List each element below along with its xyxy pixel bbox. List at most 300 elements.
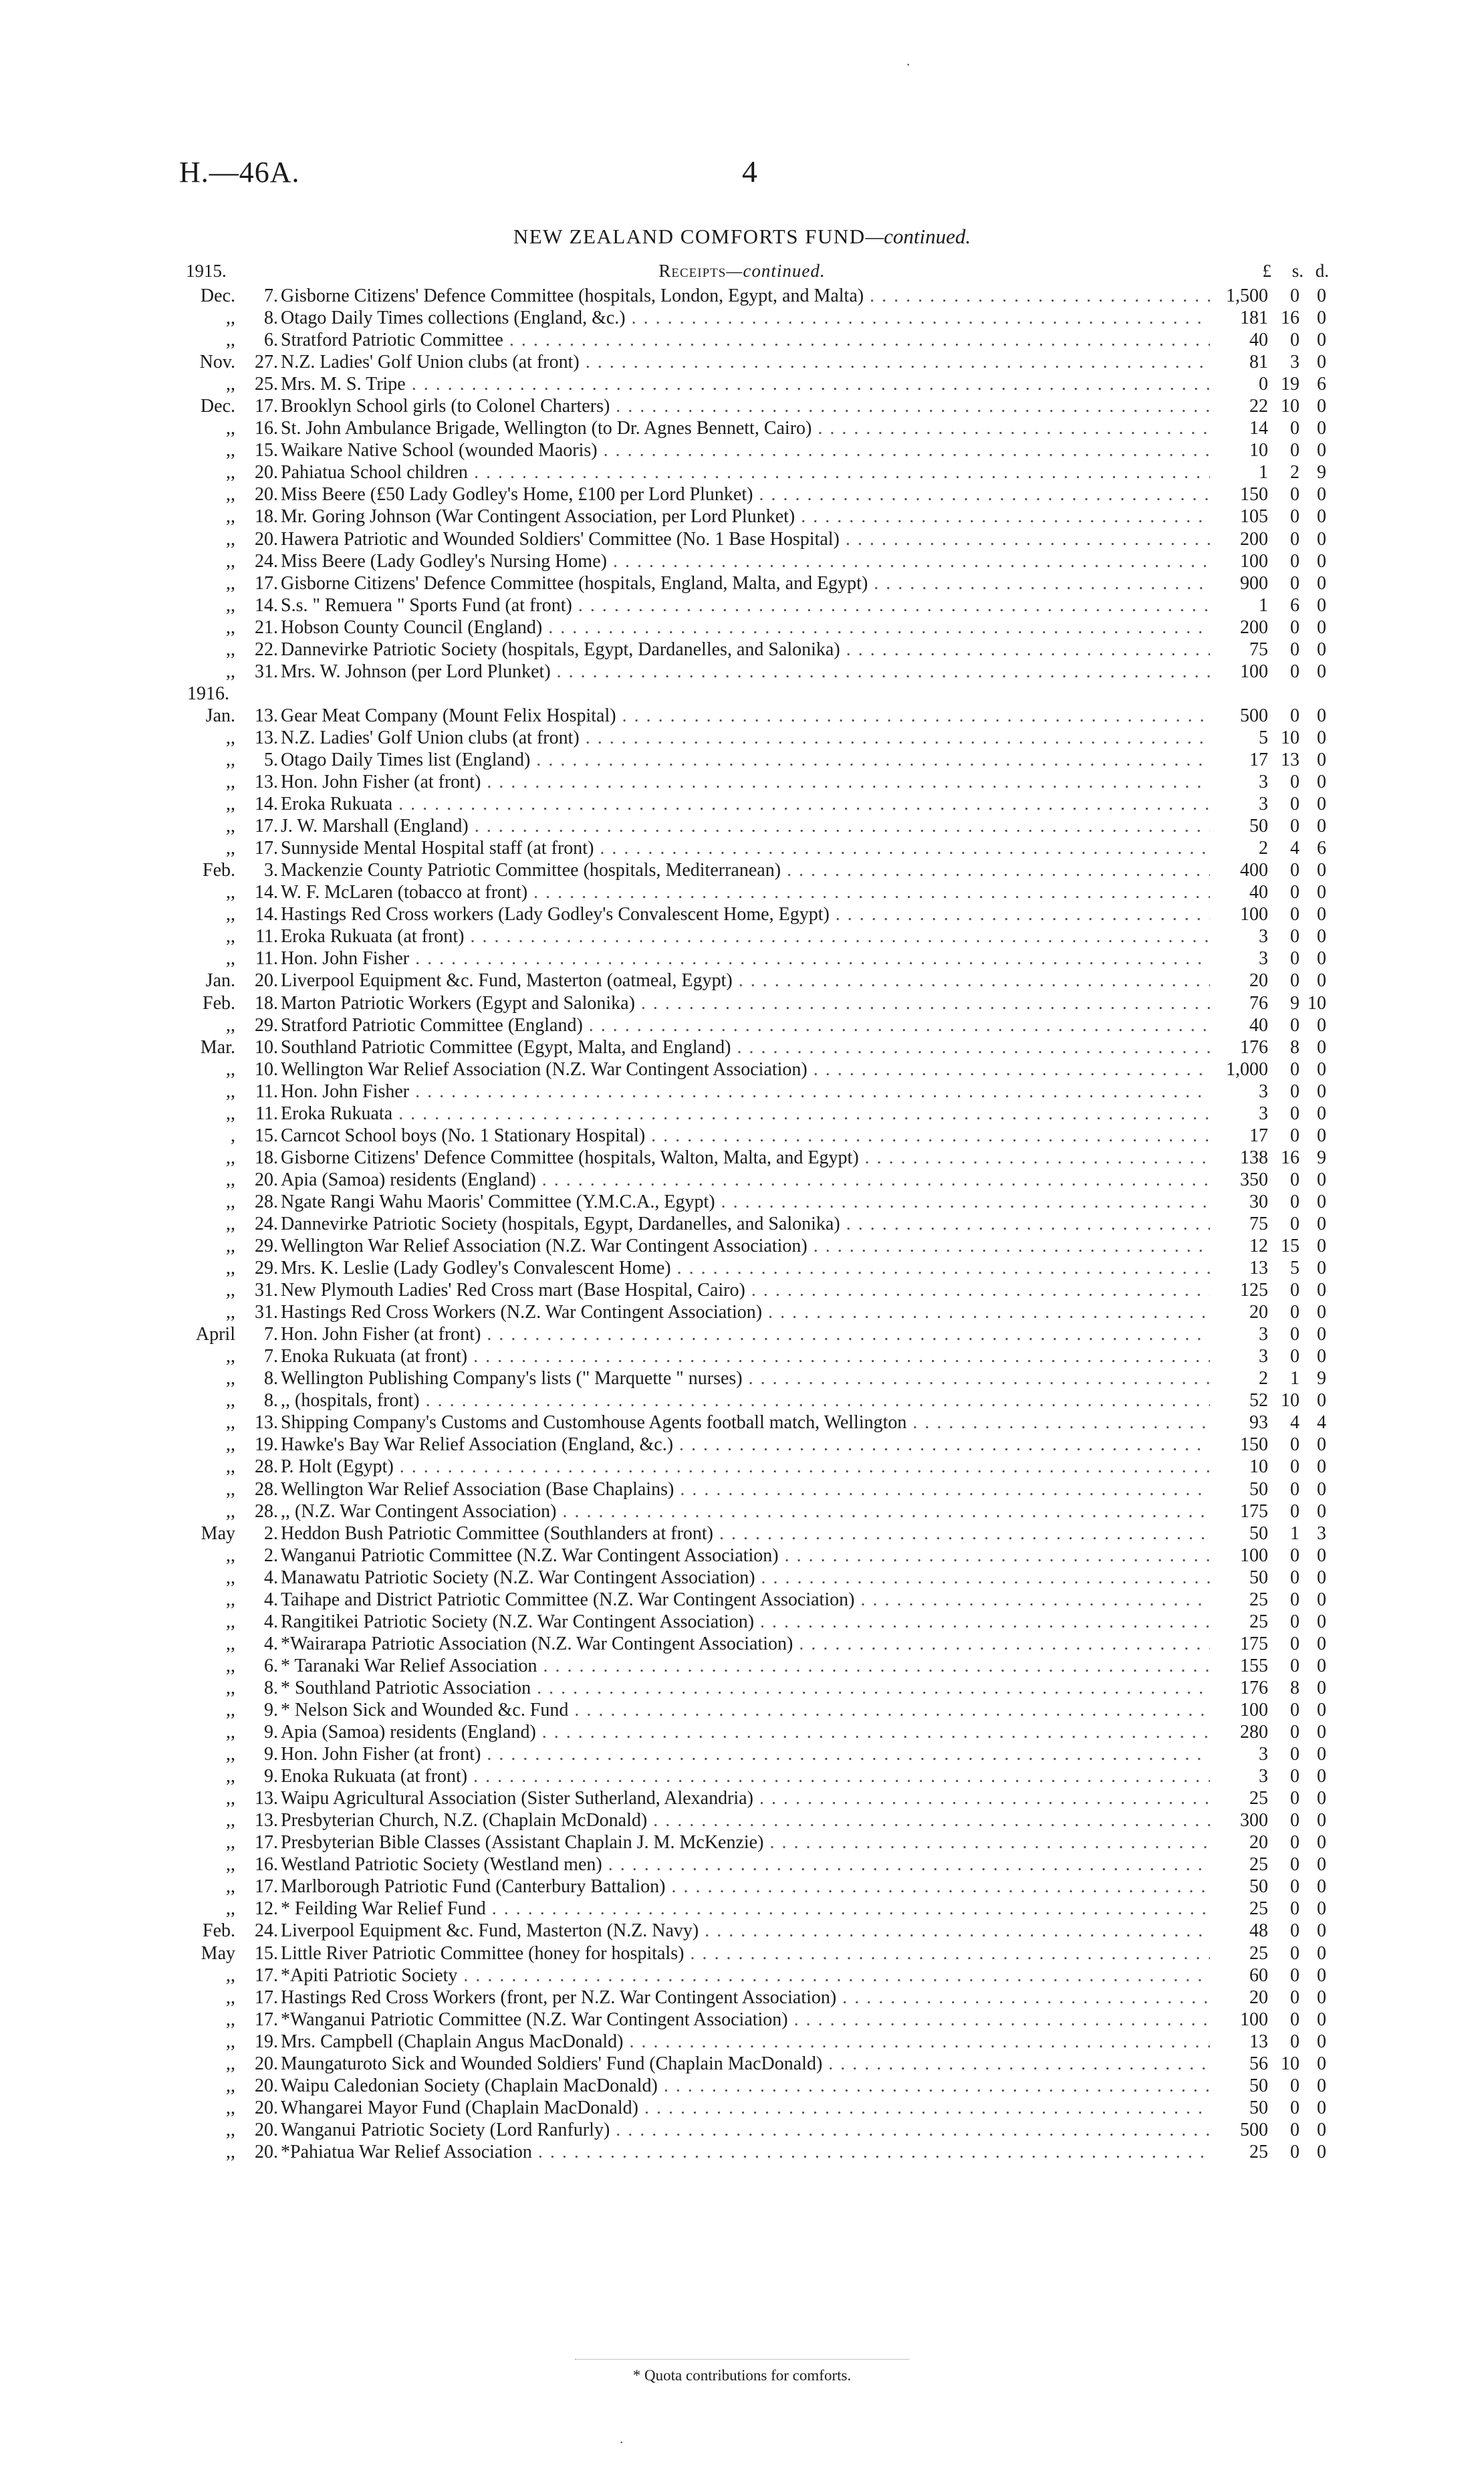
table-row bbox=[0, 727, 1484, 749]
shillings-cell: 4 bbox=[1290, 838, 1300, 859]
pence-cell: 0 bbox=[1317, 816, 1326, 837]
pence-cell: 3 bbox=[1317, 1523, 1326, 1544]
shillings-cell: 0 bbox=[1290, 572, 1300, 594]
section-label: Receipts bbox=[658, 261, 727, 281]
pounds-cell: 181 bbox=[1240, 308, 1268, 329]
day-cell: 9. bbox=[264, 1744, 278, 1765]
pence-cell: 0 bbox=[1317, 1876, 1326, 1898]
shillings-cell: 0 bbox=[1290, 1744, 1300, 1765]
pence-cell: 0 bbox=[1317, 1810, 1326, 1831]
pounds-cell: 900 bbox=[1240, 572, 1268, 594]
pence-cell: 0 bbox=[1317, 926, 1326, 947]
month-cell: ,, bbox=[226, 594, 235, 616]
pence-cell: 0 bbox=[1317, 418, 1326, 439]
month-cell: ,, bbox=[226, 440, 235, 461]
description-cell: Wellington War Relief Association (N.Z. War Contingent Association) . . bbox=[281, 1058, 1210, 1081]
shillings-cell: 0 bbox=[1290, 1633, 1300, 1654]
pounds-cell: 1 bbox=[1259, 594, 1268, 616]
description-cell: J. W. Marshall (England) . . bbox=[281, 815, 1210, 837]
table-row bbox=[0, 1301, 1484, 1323]
day-cell: 20. bbox=[255, 2119, 278, 2140]
section-suffix: —continued. bbox=[726, 261, 826, 281]
pounds-cell: 20 bbox=[1249, 1987, 1268, 2008]
description-cell: * Southland Patriotic Association . . bbox=[281, 1677, 1210, 1699]
pence-cell: 0 bbox=[1317, 794, 1326, 815]
shillings-cell: 0 bbox=[1290, 330, 1300, 351]
pounds-cell: 3 bbox=[1259, 1103, 1268, 1124]
description-cell: *Apiti Patriotic Society . . bbox=[281, 1964, 1210, 1987]
table-row bbox=[0, 992, 1484, 1014]
shillings-cell: 9 bbox=[1290, 992, 1300, 1014]
description-cell: Westland Patriotic Society (Westland men) . . bbox=[281, 1853, 1210, 1876]
pence-cell: 0 bbox=[1317, 330, 1326, 351]
month-cell: Feb. bbox=[203, 860, 235, 881]
month-cell: ,, bbox=[226, 1058, 235, 1080]
day-cell: 20. bbox=[255, 528, 278, 550]
day-cell: 6. bbox=[264, 330, 278, 351]
month-cell: May bbox=[201, 1942, 235, 1964]
table-row bbox=[0, 616, 1484, 639]
description-cell: Hon. John Fisher (at front) . . bbox=[281, 771, 1210, 793]
month-cell: ,, bbox=[226, 1633, 235, 1654]
month-cell: ,, bbox=[226, 1655, 235, 1676]
pence-cell: 0 bbox=[1317, 1169, 1326, 1190]
shillings-cell: 0 bbox=[1290, 1324, 1300, 1345]
description-cell: St. John Ambulance Brigade, Wellington (to Dr. Agnes Bennett, Cairo) . . bbox=[281, 417, 1210, 439]
pounds-cell: 155 bbox=[1240, 1655, 1268, 1676]
table-row bbox=[0, 903, 1484, 925]
table-row bbox=[0, 1213, 1484, 1235]
description-cell: Hon. John Fisher . . bbox=[281, 947, 1210, 970]
pence-cell: 0 bbox=[1317, 772, 1326, 793]
pence-cell: 0 bbox=[1317, 1103, 1326, 1124]
table-row bbox=[0, 1323, 1484, 1345]
day-cell: 10. bbox=[255, 1036, 278, 1058]
month-cell: ,, bbox=[226, 1478, 235, 1500]
pence-cell: 0 bbox=[1317, 484, 1326, 505]
table-row bbox=[0, 1014, 1484, 1036]
description-cell: Southland Patriotic Committee (Egypt, Malta, and England) . . bbox=[281, 1036, 1210, 1058]
pence-cell: 0 bbox=[1317, 1655, 1326, 1676]
month-cell: ,, bbox=[226, 1854, 235, 1876]
pounds-cell: 81 bbox=[1249, 352, 1268, 373]
month-cell: ,, bbox=[226, 772, 235, 793]
shillings-cell: 15 bbox=[1281, 1236, 1300, 1257]
shillings-cell: 0 bbox=[1290, 1125, 1300, 1146]
pounds-cell: 50 bbox=[1249, 1478, 1268, 1500]
shillings-cell: 0 bbox=[1290, 1346, 1300, 1367]
month-cell: ,, bbox=[226, 506, 235, 528]
month-cell: ,, bbox=[226, 1744, 235, 1765]
pence-cell: 0 bbox=[1317, 1236, 1326, 1257]
margin-mark: · bbox=[906, 56, 911, 73]
shillings-cell: 0 bbox=[1290, 926, 1300, 947]
month-cell: Nov. bbox=[199, 352, 235, 373]
pounds-cell: 350 bbox=[1240, 1169, 1268, 1190]
month-cell: ,, bbox=[226, 462, 235, 483]
day-cell: 31. bbox=[255, 1302, 278, 1323]
pounds-cell: 1 bbox=[1259, 462, 1268, 483]
table-row bbox=[0, 1611, 1484, 1633]
month-cell: ,, bbox=[226, 1412, 235, 1434]
shillings-cell: 0 bbox=[1290, 286, 1300, 306]
table-row bbox=[0, 572, 1484, 594]
pounds-cell: 138 bbox=[1240, 1147, 1268, 1168]
month-cell: Dec. bbox=[200, 286, 235, 306]
description-cell: Taihape and District Patriotic Committee (N.Z. War Contingent Association) . . bbox=[281, 1589, 1210, 1611]
day-cell: 24. bbox=[255, 1213, 278, 1234]
day-cell: 17. bbox=[255, 1987, 278, 2008]
table-row bbox=[0, 2075, 1484, 2097]
month-cell: ,, bbox=[226, 1964, 235, 1986]
description-cell: Otago Daily Times collections (England, &c.) . . bbox=[281, 307, 1210, 329]
description-cell: Wanganui Patriotic Committee (N.Z. War Contingent Association) . . bbox=[281, 1545, 1210, 1567]
month-cell: ,, bbox=[226, 2009, 235, 2030]
table-row bbox=[0, 1456, 1484, 1478]
description-cell: Eroka Rukuata . . bbox=[281, 793, 1210, 815]
month-cell: Jan. bbox=[205, 970, 235, 992]
margin-mark: · bbox=[619, 2434, 624, 2451]
table-row bbox=[0, 1523, 1484, 1545]
table-row bbox=[0, 639, 1484, 661]
month-cell: ,, bbox=[226, 1302, 235, 1323]
day-cell: 31. bbox=[255, 1280, 278, 1301]
table-row bbox=[0, 417, 1484, 439]
day-cell: 3. bbox=[264, 860, 278, 881]
description-cell: Carncot School boys (No. 1 Stationary Hospital) . . bbox=[281, 1125, 1210, 1147]
day-cell: 27. bbox=[255, 352, 278, 373]
day-cell: 13. bbox=[255, 1810, 278, 1831]
shillings-cell: 0 bbox=[1290, 528, 1300, 550]
day-cell: 2. bbox=[264, 1523, 278, 1544]
day-cell: 19. bbox=[255, 2031, 278, 2052]
description-cell: Mackenzie County Patriotic Committee (hospitals, Mediterranean) . . bbox=[281, 859, 1210, 881]
table-row bbox=[0, 947, 1484, 970]
shillings-cell: 0 bbox=[1290, 484, 1300, 505]
pounds-cell: 50 bbox=[1249, 2097, 1268, 2118]
shillings-cell: 0 bbox=[1290, 948, 1300, 970]
pence-cell: 0 bbox=[1317, 1788, 1326, 1809]
pence-cell: 0 bbox=[1317, 1766, 1326, 1787]
table-row bbox=[0, 351, 1484, 373]
description-cell: Enoka Rukuata (at front) . . bbox=[281, 1345, 1210, 1367]
table-row bbox=[0, 837, 1484, 859]
month-cell: ,, bbox=[226, 1500, 235, 1522]
table-row bbox=[0, 1389, 1484, 1412]
table-row bbox=[0, 1876, 1484, 1898]
shillings-cell: 0 bbox=[1290, 1500, 1300, 1522]
pounds-cell: 100 bbox=[1240, 661, 1268, 682]
day-cell: 15. bbox=[255, 1942, 278, 1964]
day-cell: 20. bbox=[255, 1169, 278, 1190]
shillings-cell: 0 bbox=[1290, 506, 1300, 528]
table-row bbox=[0, 661, 1484, 683]
shillings-cell: 0 bbox=[1290, 1545, 1300, 1566]
month-cell: ,, bbox=[226, 1147, 235, 1168]
shillings-cell: 4 bbox=[1290, 1412, 1300, 1434]
description-cell: Whangarei Mayor Fund (Chaplain MacDonald) . . bbox=[281, 2097, 1210, 2119]
day-cell: 17. bbox=[255, 396, 278, 417]
pounds-cell: 76 bbox=[1249, 992, 1268, 1014]
pence-cell: 0 bbox=[1317, 1722, 1326, 1743]
day-cell: 17. bbox=[255, 838, 278, 859]
pounds-header: £ bbox=[1262, 261, 1271, 281]
month-cell: ,, bbox=[226, 794, 235, 815]
month-cell: ,, bbox=[226, 528, 235, 550]
month-cell: ,, bbox=[226, 1390, 235, 1412]
month-cell: ,, bbox=[226, 1258, 235, 1279]
description-cell: Marton Patriotic Workers (Egypt and Salonika) . . bbox=[281, 992, 1210, 1014]
month-cell: ,, bbox=[226, 1346, 235, 1367]
shillings-cell: 0 bbox=[1290, 418, 1300, 439]
pounds-cell: 25 bbox=[1249, 2141, 1268, 2162]
pounds-cell: 14 bbox=[1249, 418, 1268, 439]
description-cell: Gisborne Citizens' Defence Committee (hospitals, London, Egypt, and Malta) . . bbox=[281, 285, 1210, 307]
pence-cell: 0 bbox=[1317, 616, 1326, 638]
day-cell: 17. bbox=[255, 1832, 278, 1853]
shillings-cell: 0 bbox=[1290, 882, 1300, 903]
shillings-cell: 0 bbox=[1290, 616, 1300, 638]
description-cell: Liverpool Equipment &c. Fund, Masterton (N.Z. Navy) . . bbox=[281, 1920, 1210, 1942]
pence-cell: 0 bbox=[1317, 727, 1326, 748]
pence-cell: 0 bbox=[1317, 528, 1326, 550]
description-cell: Mrs. M. S. Tripe . . bbox=[281, 373, 1210, 395]
table-row bbox=[0, 1964, 1484, 1987]
day-cell: 18. bbox=[255, 1147, 278, 1168]
pence-cell: 0 bbox=[1317, 594, 1326, 616]
pence-cell: 0 bbox=[1317, 572, 1326, 594]
month-cell: ,, bbox=[226, 948, 235, 970]
table-row bbox=[0, 594, 1484, 616]
pounds-cell: 50 bbox=[1249, 1523, 1268, 1544]
month-cell: ,, bbox=[226, 661, 235, 682]
pence-cell: 0 bbox=[1317, 882, 1326, 903]
pounds-cell: 10 bbox=[1249, 440, 1268, 461]
shillings-cell: 0 bbox=[1290, 1103, 1300, 1124]
month-cell: ,, bbox=[226, 904, 235, 925]
page-number: 4 bbox=[742, 154, 757, 189]
table-row bbox=[0, 881, 1484, 903]
table-row bbox=[0, 2009, 1484, 2031]
table-row bbox=[0, 1721, 1484, 1743]
month-cell: ,, bbox=[226, 1236, 235, 1257]
table-row bbox=[0, 1125, 1484, 1147]
pence-cell: 0 bbox=[1317, 550, 1326, 572]
table-row bbox=[0, 550, 1484, 572]
footnote: * Quota contributions for comforts. bbox=[632, 2367, 852, 2384]
table-row bbox=[0, 1898, 1484, 1920]
description-cell: Apia (Samoa) residents (England) . . bbox=[281, 1721, 1210, 1743]
day-cell: 29. bbox=[255, 1236, 278, 1257]
table-row bbox=[0, 2097, 1484, 2119]
pounds-cell: 75 bbox=[1249, 1213, 1268, 1234]
day-cell: 18. bbox=[255, 992, 278, 1014]
description-cell: * Feilding War Relief Fund . . bbox=[281, 1898, 1210, 1920]
pence-cell: 0 bbox=[1317, 1567, 1326, 1588]
pounds-cell: 25 bbox=[1249, 1589, 1268, 1610]
shillings-cell: 0 bbox=[1290, 1213, 1300, 1234]
month-cell: ,, bbox=[226, 1014, 235, 1036]
shillings-cell: 0 bbox=[1290, 1964, 1300, 1986]
pence-cell: 0 bbox=[1317, 308, 1326, 329]
table-row bbox=[0, 1545, 1484, 1567]
pounds-cell: 3 bbox=[1259, 948, 1268, 970]
description-cell: Stratford Patriotic Committee . . bbox=[281, 329, 1210, 351]
description-cell: Dannevirke Patriotic Society (hospitals, Egypt, Dardanelles, and Salonika) . . bbox=[281, 1213, 1210, 1235]
pounds-cell: 280 bbox=[1240, 1722, 1268, 1743]
pounds-cell: 5 bbox=[1259, 727, 1268, 748]
day-cell: 13. bbox=[255, 727, 278, 748]
month-cell: , bbox=[231, 1125, 235, 1146]
pounds-cell: 500 bbox=[1240, 2119, 1268, 2140]
pence-cell: 0 bbox=[1317, 1611, 1326, 1632]
pounds-cell: 300 bbox=[1240, 1810, 1268, 1831]
month-cell: ,, bbox=[226, 550, 235, 572]
pounds-cell: 17 bbox=[1249, 1125, 1268, 1146]
shillings-cell: 0 bbox=[1290, 1942, 1300, 1964]
description-cell: Maungaturoto Sick and Wounded Soldiers' Fund (Chaplain MacDonald) . . bbox=[281, 2053, 1210, 2075]
month-cell: ,, bbox=[226, 1611, 235, 1632]
shillings-cell: 10 bbox=[1281, 1390, 1300, 1412]
day-cell: 5. bbox=[264, 749, 278, 770]
pence-cell: 9 bbox=[1317, 1368, 1326, 1389]
pounds-cell: 2 bbox=[1259, 838, 1268, 859]
month-cell: ,, bbox=[226, 1766, 235, 1787]
table-row bbox=[0, 1169, 1484, 1191]
day-cell: 16. bbox=[255, 418, 278, 439]
description-cell: Otago Daily Times list (England) . . bbox=[281, 749, 1210, 771]
description-cell: Shipping Company's Customs and Customhouse Agents football match, Wellington . . bbox=[281, 1412, 1210, 1434]
pounds-cell: 200 bbox=[1240, 528, 1268, 550]
table-row bbox=[0, 1765, 1484, 1787]
shillings-cell: 3 bbox=[1290, 352, 1300, 373]
month-cell: ,, bbox=[226, 816, 235, 837]
day-cell: 25. bbox=[255, 374, 278, 395]
month-cell: ,, bbox=[226, 2119, 235, 2140]
day-cell: 17. bbox=[255, 2009, 278, 2030]
shillings-cell: 16 bbox=[1281, 308, 1300, 329]
month-cell: ,, bbox=[226, 1567, 235, 1588]
pounds-cell: 125 bbox=[1240, 1280, 1268, 1301]
pounds-cell: 0 bbox=[1259, 374, 1268, 395]
pence-cell: 0 bbox=[1317, 286, 1326, 306]
table-row bbox=[0, 1478, 1484, 1500]
month-cell: ,, bbox=[226, 418, 235, 439]
day-cell: 17. bbox=[255, 816, 278, 837]
table-row bbox=[0, 505, 1484, 528]
footnote-rule bbox=[575, 2359, 909, 2360]
pence-cell: 0 bbox=[1317, 661, 1326, 682]
pence-cell: 0 bbox=[1317, 1036, 1326, 1058]
day-cell: 28. bbox=[255, 1456, 278, 1478]
table-row bbox=[0, 395, 1484, 417]
pounds-cell: 50 bbox=[1249, 2075, 1268, 2096]
day-cell: 15. bbox=[255, 440, 278, 461]
month-cell: ,, bbox=[226, 1810, 235, 1831]
pence-cell: 9 bbox=[1317, 462, 1326, 483]
month-cell: Mar. bbox=[200, 1036, 235, 1058]
table-row bbox=[0, 1589, 1484, 1611]
description-cell: Presbyterian Church, N.Z. (Chaplain McDonald) . . bbox=[281, 1809, 1210, 1831]
month-cell: April bbox=[195, 1324, 235, 1345]
pence-cell: 0 bbox=[1317, 1125, 1326, 1146]
pounds-cell: 3 bbox=[1259, 1324, 1268, 1345]
day-cell: 20. bbox=[255, 2097, 278, 2118]
pounds-cell: 175 bbox=[1240, 1500, 1268, 1522]
pence-cell: 0 bbox=[1317, 1280, 1326, 1301]
description-cell: Dannevirke Patriotic Society (hospitals, Egypt, Dardanelles, and Salonika) . . bbox=[281, 639, 1210, 661]
pounds-cell: 100 bbox=[1240, 550, 1268, 572]
shillings-cell: 0 bbox=[1290, 772, 1300, 793]
pounds-cell: 3 bbox=[1259, 772, 1268, 793]
shillings-cell: 8 bbox=[1290, 1677, 1300, 1698]
pounds-cell: 150 bbox=[1240, 1434, 1268, 1456]
description-cell: N.Z. Ladies' Golf Union clubs (at front) . . bbox=[281, 727, 1210, 749]
pence-cell: 0 bbox=[1317, 1633, 1326, 1654]
pounds-cell: 150 bbox=[1240, 484, 1268, 505]
table-row bbox=[0, 1743, 1484, 1765]
shillings-cell: 0 bbox=[1290, 550, 1300, 572]
pence-cell: 0 bbox=[1317, 1545, 1326, 1566]
pounds-cell: 100 bbox=[1240, 1700, 1268, 1720]
table-row bbox=[0, 329, 1484, 351]
pounds-cell: 30 bbox=[1249, 1191, 1268, 1212]
table-row bbox=[0, 1920, 1484, 1942]
day-cell: 7. bbox=[264, 1346, 278, 1367]
description-cell: Presbyterian Bible Classes (Assistant Chaplain J. M. McKenzie) . . bbox=[281, 1831, 1210, 1853]
pounds-cell: 10 bbox=[1249, 1456, 1268, 1478]
table-row bbox=[0, 815, 1484, 837]
month-cell: ,, bbox=[226, 1213, 235, 1234]
table-row bbox=[0, 1036, 1484, 1058]
pounds-cell: 20 bbox=[1249, 1832, 1268, 1853]
year-row bbox=[0, 683, 1484, 705]
description-cell: Little River Patriotic Committee (honey for hospitals) . . bbox=[281, 1942, 1210, 1964]
description-cell: W. F. McLaren (tobacco at front) . . bbox=[281, 881, 1210, 903]
table-row bbox=[0, 1367, 1484, 1389]
month-cell: ,, bbox=[226, 838, 235, 859]
shillings-cell: 2 bbox=[1290, 462, 1300, 483]
table-row bbox=[0, 925, 1484, 947]
month-cell: ,, bbox=[226, 1368, 235, 1389]
description-cell: *Pahiatua War Relief Association . . bbox=[281, 2141, 1210, 2163]
pounds-cell: 17 bbox=[1249, 749, 1268, 770]
pence-cell: 0 bbox=[1317, 1191, 1326, 1212]
description-cell: Stratford Patriotic Committee (England) . . bbox=[281, 1014, 1210, 1036]
month-cell: Dec. bbox=[200, 396, 235, 417]
pounds-cell: 3 bbox=[1259, 1744, 1268, 1765]
shillings-cell: 10 bbox=[1281, 396, 1300, 417]
month-cell: ,, bbox=[226, 1456, 235, 1478]
day-cell: 31. bbox=[255, 661, 278, 682]
month-cell: ,, bbox=[226, 1434, 235, 1456]
pence-cell: 0 bbox=[1317, 2075, 1326, 2096]
pence-cell: 0 bbox=[1317, 1390, 1326, 1412]
pounds-cell: 3 bbox=[1259, 794, 1268, 815]
month-cell: Jan. bbox=[205, 705, 235, 726]
shillings-cell: 0 bbox=[1290, 1766, 1300, 1787]
pounds-cell: 500 bbox=[1240, 705, 1268, 726]
day-cell: 9. bbox=[264, 1722, 278, 1743]
table-row bbox=[0, 2119, 1484, 2141]
pence-cell: 0 bbox=[1317, 1258, 1326, 1279]
shillings-cell: 0 bbox=[1290, 1567, 1300, 1588]
month-cell: ,, bbox=[226, 1700, 235, 1720]
pence-cell: 9 bbox=[1317, 1147, 1326, 1168]
shillings-cell: 0 bbox=[1290, 1854, 1300, 1876]
table-row bbox=[0, 1655, 1484, 1677]
month-cell: ,, bbox=[226, 926, 235, 947]
